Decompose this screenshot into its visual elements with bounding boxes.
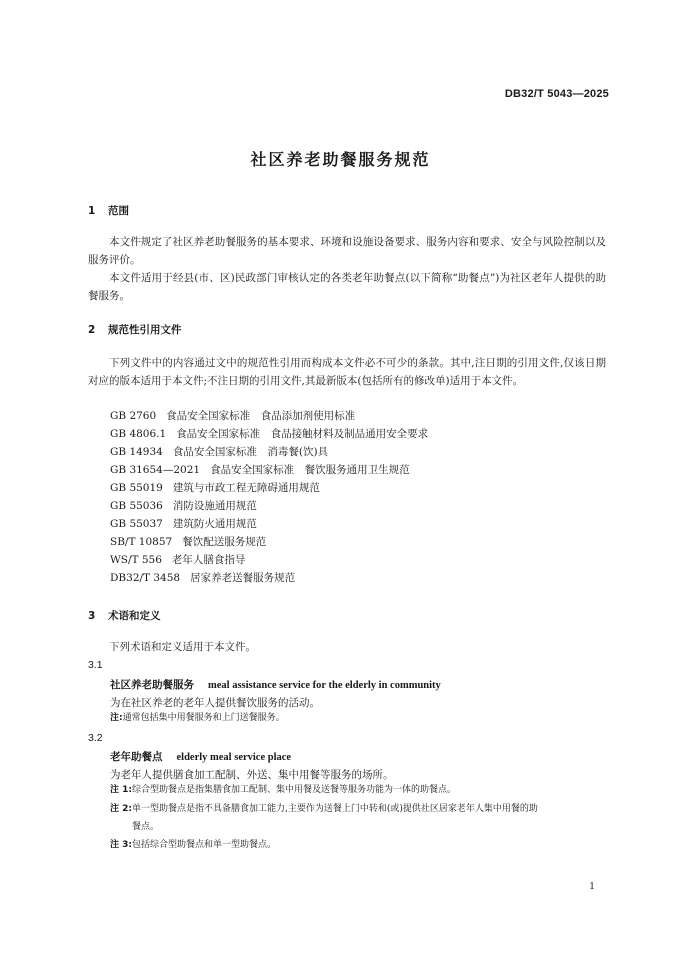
term-cn: 社区养老助餐服务	[110, 679, 194, 691]
section-2-heading	[88, 322, 182, 337]
term-heading	[110, 677, 441, 692]
reference-code: SB/T 10857	[110, 536, 173, 548]
page-number: 1	[589, 882, 595, 892]
term-note	[110, 800, 610, 836]
reference-code: GB 55036	[110, 500, 163, 512]
reference-title: 老年人膳食指导	[171, 554, 246, 566]
reference-title: 食品安全国家标准 消毒餐(饮)具	[172, 446, 329, 458]
reference-item	[110, 551, 245, 569]
reference-code: DB32/T 3458	[110, 572, 181, 584]
reference-item	[110, 533, 266, 551]
note-label: 注 3:	[110, 840, 132, 850]
reference-item	[110, 479, 320, 497]
note-text: 综合型助餐点是指集膳食加工配制、集中用餐及送餐等服务功能为一体的助餐点。	[132, 785, 457, 795]
reference-item	[110, 407, 355, 425]
term-number: 3.2	[88, 732, 103, 744]
section-number: 2	[88, 324, 96, 336]
term-definition: 为老年人提供膳食加工配制、外送、集中用餐等服务的场所。	[110, 769, 394, 781]
reference-code: GB 31654—2021	[110, 464, 201, 476]
reference-item	[110, 569, 295, 587]
note-label: 注 2:	[110, 804, 132, 814]
reference-title: 餐饮配送服务规范	[182, 536, 267, 548]
term-note	[110, 709, 610, 727]
note-label: 注 1:	[110, 785, 132, 795]
note-text-continued: 餐点。	[132, 822, 160, 832]
paragraph: 本文件适用于经县(市、区)民政部门审核认定的各类老年助餐点(以下简称“助餐点”)为社区老年人提供的助餐服务。	[88, 272, 606, 302]
term-number: 3.1	[88, 659, 103, 671]
reference-item	[110, 443, 328, 461]
reference-title: 消防设施通用规范	[172, 500, 257, 512]
term-note	[110, 836, 610, 854]
section-1-heading	[88, 203, 129, 218]
reference-code: GB 55037	[110, 518, 163, 530]
term-cn: 老年助餐点	[110, 751, 163, 763]
note-text: 通常包括集中用餐服务和上门送餐服务。	[122, 713, 285, 723]
reference-code: GB 14934	[110, 446, 163, 458]
reference-title: 建筑与市政工程无障碍通用规范	[172, 482, 320, 494]
reference-code: WS/T 556	[110, 554, 162, 566]
reference-item	[110, 497, 257, 515]
section-title: 范围	[108, 205, 129, 217]
reference-code: GB 4806.1	[110, 428, 167, 440]
paragraph: 下列术语和定义适用于本文件。	[109, 641, 256, 653]
standard-code: DB32/T 5043—2025	[504, 88, 609, 100]
reference-title: 建筑防火通用规范	[172, 518, 257, 530]
note-text: 包括综合型助餐点和单一型助餐点。	[132, 840, 277, 850]
reference-title: 居家养老送餐服务规范	[190, 572, 296, 584]
section-number: 1	[88, 205, 96, 217]
reference-title: 食品安全国家标准 餐饮服务通用卫生规范	[210, 464, 410, 476]
term-en: meal assistance service for the elderly in community	[208, 680, 441, 691]
reference-title: 食品安全国家标准 食品添加剂使用标准	[166, 410, 356, 422]
term-en: elderly meal service place	[176, 752, 292, 763]
reference-item	[110, 515, 257, 533]
reference-code: GB 55019	[110, 482, 163, 494]
note-text: 单一型助餐点是指不具备膳食加工能力,主要作为送餐上门中转和(或)提供社区居家老年人集中用餐的助	[132, 804, 538, 814]
reference-item	[110, 425, 428, 443]
section-number: 3	[88, 610, 96, 622]
section-title: 术语和定义	[108, 610, 161, 622]
term-definition: 为在社区养老的老年人提供餐饮服务的活动。	[110, 697, 320, 709]
note-label: 注:	[110, 713, 123, 723]
paragraph: 下列文件中的内容通过文中的规范性引用而构成本文件必不可少的条款。其中,注日期的引用文件,仅该日期对应的版本适用于本文件;不注日期的引用文件,其最新版本(包括所有的修改单)适用于本文件。	[88, 357, 606, 387]
section-title: 规范性引用文件	[108, 324, 182, 336]
reference-code: GB 2760	[110, 410, 157, 422]
reference-item	[110, 461, 410, 479]
term-heading	[110, 749, 291, 764]
paragraph: 本文件规定了社区养老助餐服务的基本要求、环境和设施设备要求、服务内容和要求、安全与风险控制以及服务评价。	[88, 236, 606, 266]
reference-title: 食品安全国家标准 食品接触材料及制品通用安全要求	[176, 428, 429, 440]
document-title: 社区养老助餐服务规范	[250, 150, 431, 169]
term-note	[110, 781, 610, 799]
section-3-heading	[88, 608, 161, 623]
